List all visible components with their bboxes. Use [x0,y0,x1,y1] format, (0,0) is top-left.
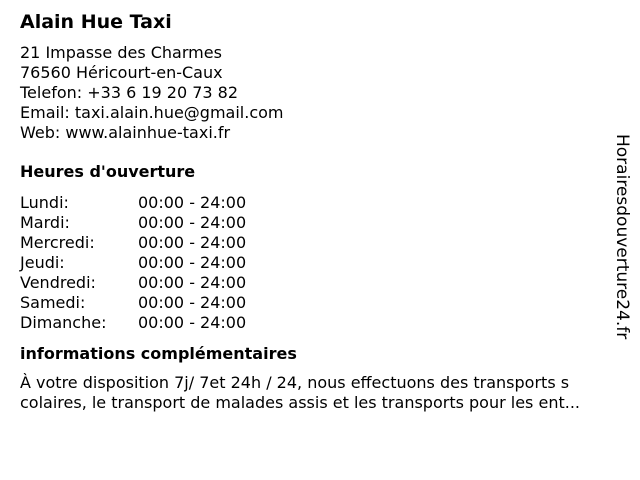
hours-time: 00:00 - 24:00 [138,273,247,292]
source-watermark: Horairesdouverture24.fr [612,134,632,340]
business-card [20,10,620,413]
address-line-2: 76560 Héricourt-en-Caux [20,63,223,82]
hours-row-wednesday [20,233,620,253]
hours-row-thursday [20,253,620,273]
hours-time: 00:00 - 24:00 [138,193,247,212]
hours-day: Mercredi: [20,233,95,252]
hours-day: Samedi: [20,293,86,312]
hours-time: 00:00 - 24:00 [138,233,247,252]
email-address: Email: taxi.alain.hue@gmail.com [20,103,284,122]
hours-day: Vendredi: [20,273,96,292]
hours-row-tuesday [20,213,620,233]
website: Web: www.alainhue-taxi.fr [20,123,231,142]
additional-info-heading: informations complémentaires [20,344,297,363]
opening-hours-heading: Heures d'ouverture [20,162,196,181]
hours-time: 00:00 - 24:00 [138,293,247,312]
hours-time: 00:00 - 24:00 [138,253,247,272]
phone-number: Telefon: +33 6 19 20 73 82 [20,83,239,102]
hours-row-saturday [20,293,620,313]
hours-time: 00:00 - 24:00 [138,313,247,332]
business-name: Alain Hue Taxi [20,11,172,33]
hours-day: Mardi: [20,213,70,232]
address-line-1: 21 Impasse des Charmes [20,43,222,62]
description-line-1: À votre disposition 7j/ 7et 24h / 24, nous effectuons des transports s [20,373,570,392]
hours-row-sunday [20,313,620,333]
description-line-2: colaires, le transport de malades assis et les transports pour les ent... [20,393,580,412]
hours-day: Lundi: [20,193,69,212]
hours-row-friday [20,273,620,293]
hours-day: Dimanche: [20,313,107,332]
hours-time: 00:00 - 24:00 [138,213,247,232]
opening-hours-table [20,193,620,333]
hours-row-monday [20,193,620,213]
hours-day: Jeudi: [20,253,65,272]
